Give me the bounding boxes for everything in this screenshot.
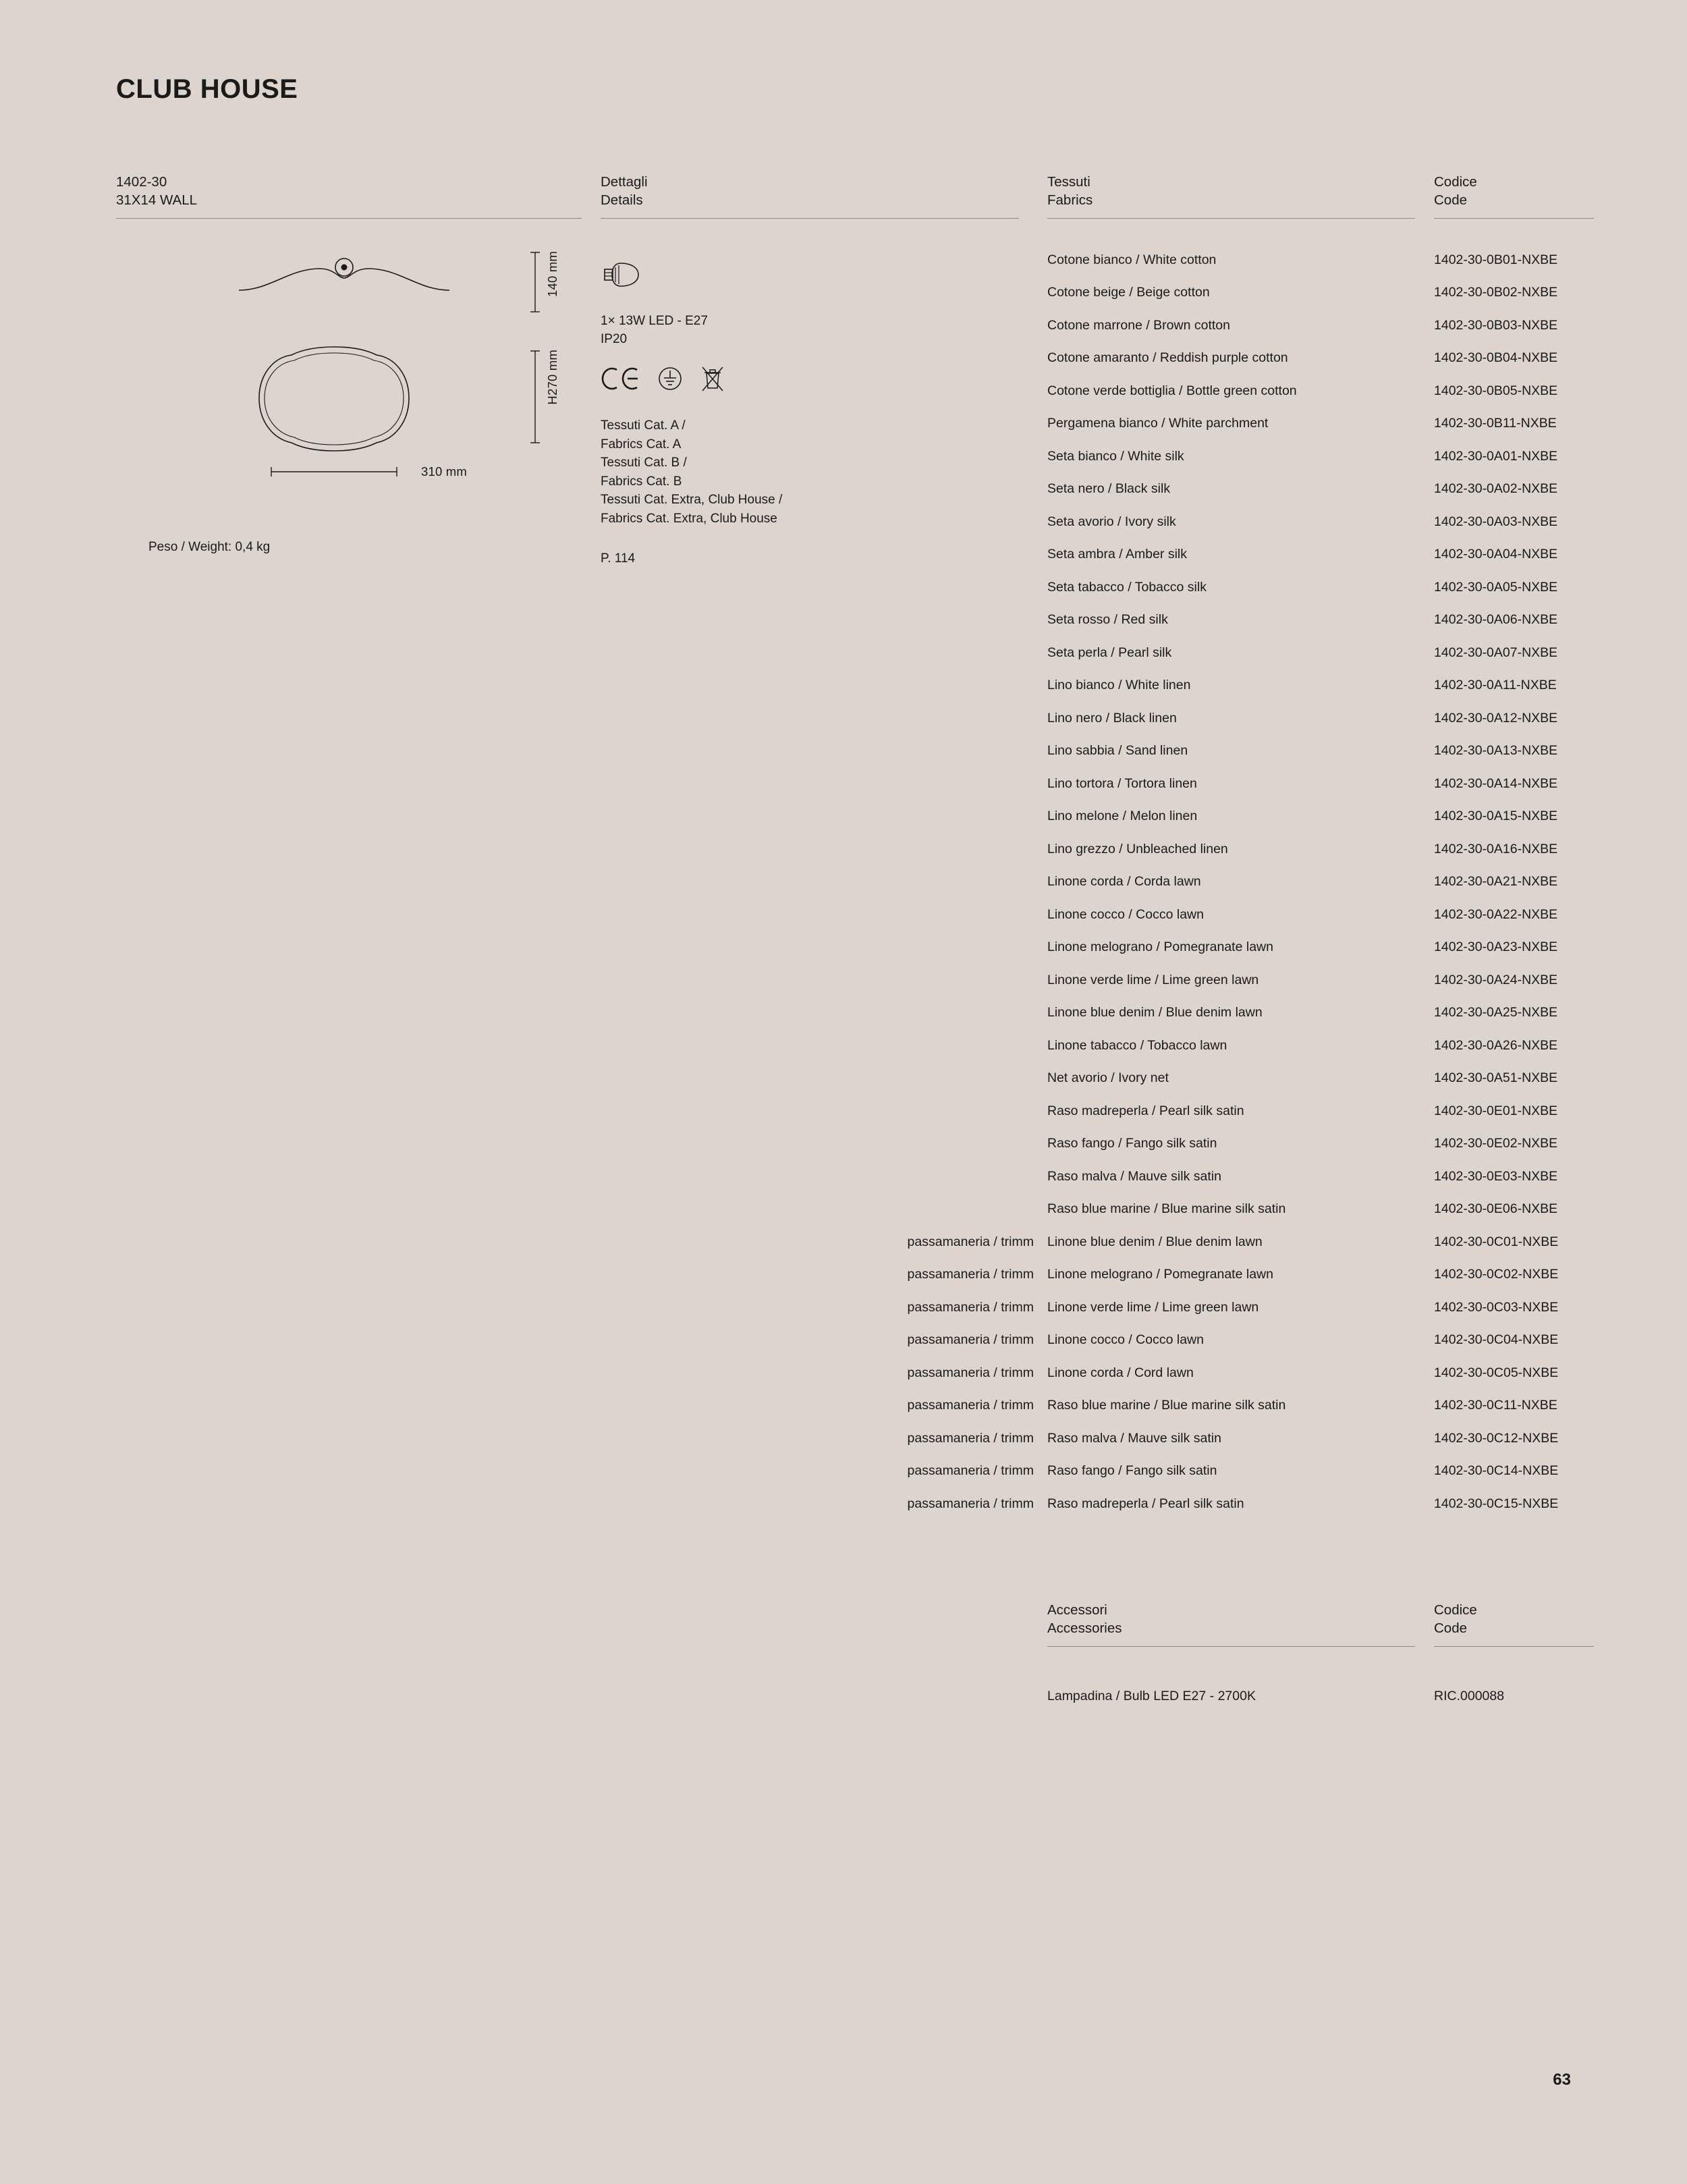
fabric-row (1047, 1103, 1594, 1137)
product-code: 1402-30 (116, 174, 167, 190)
fabric-row (1047, 1169, 1594, 1202)
fabric-code: 1402-30-0C12-NXBE (1434, 1430, 1559, 1446)
fabric-row (1047, 285, 1594, 318)
code-heading-en: Code (1434, 192, 1468, 209)
fabric-name: Linone cocco / Cocco lawn (1047, 1332, 1204, 1348)
fabric-cat-line: Tessuti Cat. Extra, Club House / (601, 493, 783, 508)
technical-drawing (116, 242, 582, 566)
fabrics-code-heading (1434, 173, 1594, 218)
fabric-code: 1402-30-0C14-NXBE (1434, 1463, 1559, 1479)
fabric-name: Pergamena bianco / White parchment (1047, 416, 1269, 431)
product-identity-head (116, 173, 582, 218)
fabric-row (1047, 1038, 1594, 1071)
fabric-row (907, 1332, 1594, 1365)
details-heading-it: Dettagli (601, 174, 648, 190)
fabric-name: Lino bianco / White linen (1047, 678, 1191, 693)
fabric-trimm-label: passamaneria / trimm (907, 1332, 1034, 1348)
fabric-row (907, 1398, 1594, 1431)
fabric-name: Linone melograno / Pomegranate lawn (1047, 939, 1273, 955)
fabric-row (1047, 481, 1594, 514)
fabric-code: 1402-30-0A07-NXBE (1434, 645, 1558, 660)
fabric-row (1047, 711, 1594, 744)
dimension-label-height-large: H270 mm (545, 349, 559, 405)
fabrics-heading-it: Tessuti (1047, 174, 1090, 190)
fabric-row (1047, 842, 1594, 875)
accessories-heading-en: Accessories (1047, 1620, 1122, 1637)
fabric-row (1047, 318, 1594, 351)
fabric-code: 1402-30-0E02-NXBE (1434, 1136, 1558, 1151)
fabric-row (1047, 973, 1594, 1006)
fabric-name: Lino sabbia / Sand linen (1047, 743, 1188, 759)
fabric-name: Linone blue denim / Blue denim lawn (1047, 1234, 1263, 1249)
fabric-name: Cotone marrone / Brown cotton (1047, 317, 1230, 333)
fabric-name: Raso blue marine / Blue marine silk satin (1047, 1398, 1286, 1413)
dimension-bar-width (270, 466, 398, 478)
fabric-row (1047, 449, 1594, 482)
fabrics-table (907, 173, 1594, 1529)
fabric-row (907, 1496, 1594, 1529)
fabric-code: 1402-30-0A25-NXBE (1434, 1005, 1558, 1020)
lamp-spec: 1× 13W LED - E27 (601, 313, 708, 328)
fabric-row (1047, 776, 1594, 809)
fabric-row (1047, 1005, 1594, 1038)
fabric-row (1047, 907, 1594, 940)
fabric-code: 1402-30-0B11-NXBE (1434, 416, 1557, 431)
fabric-cat-line: Fabrics Cat. A (601, 437, 682, 452)
product-model: 31X14 WALL (116, 192, 198, 209)
bulb-icon (601, 259, 652, 290)
fabric-code: 1402-30-0C02-NXBE (1434, 1267, 1559, 1282)
accessory-name: Lampadina / Bulb LED E27 - 2700K (1047, 1688, 1256, 1703)
fabric-code: 1402-30-0B03-NXBE (1434, 317, 1558, 333)
fabric-code: 1402-30-0A05-NXBE (1434, 579, 1558, 595)
fabric-code: 1402-30-0A51-NXBE (1434, 1070, 1558, 1086)
dimension-bar-small (529, 251, 541, 313)
fabric-name: Cotone beige / Beige cotton (1047, 285, 1210, 300)
fabric-code: 1402-30-0A21-NXBE (1434, 874, 1558, 890)
fabric-name: Net avorio / Ivory net (1047, 1070, 1169, 1086)
certification-icons (601, 365, 1019, 392)
details-heading (601, 173, 1019, 218)
fabric-row (1047, 383, 1594, 416)
accessories-table (1047, 1601, 1594, 1704)
divider (601, 218, 1019, 219)
fabric-name: Linone verde lime / Lime green lawn (1047, 1299, 1259, 1315)
fabric-trimm-label: passamaneria / trimm (907, 1365, 1034, 1380)
fabric-name: Cotone amaranto / Reddish purple cotton (1047, 350, 1288, 366)
fabric-row (1047, 939, 1594, 973)
fabric-row (1047, 1070, 1594, 1103)
fabric-row (907, 1463, 1594, 1496)
fabric-row (1047, 514, 1594, 547)
fabric-name: Lino nero / Black linen (1047, 710, 1177, 726)
side-view-drawing (236, 248, 452, 323)
fabric-row (1047, 252, 1594, 285)
fabric-row (1047, 1136, 1594, 1169)
fabric-row (1047, 809, 1594, 842)
weee-icon (700, 365, 725, 392)
fabric-row (907, 1365, 1594, 1398)
fabric-trimm-label: passamaneria / trimm (907, 1299, 1034, 1315)
ip-rating: IP20 (601, 332, 628, 347)
fabric-code: 1402-30-0B04-NXBE (1434, 350, 1558, 366)
fabric-name: Raso malva / Mauve silk satin (1047, 1430, 1221, 1446)
fabric-name: Linone corda / Corda lawn (1047, 874, 1201, 890)
code-heading-en: Code (1434, 1620, 1468, 1637)
fabric-code: 1402-30-0C03-NXBE (1434, 1299, 1559, 1315)
code-heading-it: Codice (1434, 174, 1477, 190)
fabric-trimm-label: passamaneria / trimm (907, 1496, 1034, 1511)
fabrics-heading-en: Fabrics (1047, 192, 1093, 209)
ce-icon (601, 367, 640, 390)
fabric-name: Seta bianco / White silk (1047, 448, 1184, 464)
fabric-name: Cotone verde bottiglia / Bottle green cotton (1047, 383, 1297, 398)
fabrics-heading (1047, 173, 1415, 218)
fabric-code: 1402-30-0E06-NXBE (1434, 1201, 1558, 1217)
fabric-name: Seta tabacco / Tobacco silk (1047, 579, 1207, 595)
fabric-code: 1402-30-0A14-NXBE (1434, 775, 1558, 791)
fabric-name: Raso fango / Fango silk satin (1047, 1463, 1217, 1479)
fabric-code: 1402-30-0C04-NXBE (1434, 1332, 1559, 1348)
accessory-code: RIC.000088 (1434, 1688, 1505, 1703)
fabric-row (1047, 678, 1594, 711)
fabric-code: 1402-30-0A11-NXBE (1434, 678, 1557, 693)
details-heading-en: Details (601, 192, 643, 209)
accessories-code-heading (1434, 1601, 1594, 1646)
fabric-row (1047, 350, 1594, 383)
divider (1434, 218, 1594, 219)
fabric-code: 1402-30-0A02-NXBE (1434, 481, 1558, 497)
fabric-row (907, 1267, 1594, 1300)
fabric-code: 1402-30-0A03-NXBE (1434, 514, 1558, 529)
dimension-bar-large (529, 350, 541, 444)
fabric-code: 1402-30-0A12-NXBE (1434, 710, 1558, 726)
fabric-name: Raso malva / Mauve silk satin (1047, 1168, 1221, 1184)
fabric-name: Linone tabacco / Tobacco lawn (1047, 1037, 1227, 1053)
fabric-name: Lino grezzo / Unbleached linen (1047, 841, 1228, 856)
page-title: CLUB HOUSE (116, 74, 298, 104)
fabric-code: 1402-30-0C01-NXBE (1434, 1234, 1559, 1249)
fabric-code: 1402-30-0A04-NXBE (1434, 547, 1558, 562)
fabric-name: Seta nero / Black silk (1047, 481, 1171, 497)
fabric-name: Linone cocco / Cocco lawn (1047, 906, 1204, 922)
fabric-code: 1402-30-0A13-NXBE (1434, 743, 1558, 759)
fabric-row (1047, 645, 1594, 678)
fabric-row (1047, 874, 1594, 907)
fabric-name: Lino melone / Melon linen (1047, 809, 1198, 824)
code-heading-it: Codice (1434, 1602, 1477, 1618)
fabric-name: Seta perla / Pearl silk (1047, 645, 1172, 660)
fabric-name: Seta avorio / Ivory silk (1047, 514, 1176, 529)
fabric-code: 1402-30-0E01-NXBE (1434, 1103, 1558, 1118)
accessories-rows (1047, 1689, 1594, 1704)
fabric-code: 1402-30-0B02-NXBE (1434, 285, 1558, 300)
fabric-trimm-label: passamaneria / trimm (907, 1463, 1034, 1479)
page-reference: P. 114 (601, 551, 636, 566)
fabric-name: Linone blue denim / Blue denim lawn (1047, 1005, 1263, 1020)
fabric-code: 1402-30-0C15-NXBE (1434, 1496, 1559, 1511)
accessory-row (1047, 1689, 1594, 1704)
accessories-heading (1047, 1601, 1415, 1646)
fabric-name: Linone corda / Cord lawn (1047, 1365, 1194, 1380)
fabric-name: Raso blue marine / Blue marine silk satin (1047, 1201, 1286, 1217)
fabric-code: 1402-30-0A01-NXBE (1434, 448, 1558, 464)
fabric-row (907, 1234, 1594, 1267)
fabric-code: 1402-30-0A23-NXBE (1434, 939, 1558, 955)
dimension-label-width: 310 mm (421, 464, 468, 479)
dimension-label-height-small: 140 mm (545, 250, 559, 297)
fabric-cat-line: Tessuti Cat. A / (601, 418, 686, 433)
fabric-code: 1402-30-0A24-NXBE (1434, 972, 1558, 987)
fabric-code: 1402-30-0A26-NXBE (1434, 1037, 1558, 1053)
divider (116, 218, 582, 219)
fabric-code: 1402-30-0A22-NXBE (1434, 906, 1558, 922)
fabric-name: Seta rosso / Red silk (1047, 612, 1168, 628)
fabric-code: 1402-30-0B01-NXBE (1434, 252, 1558, 267)
fabric-name: Raso madreperla / Pearl silk satin (1047, 1103, 1244, 1118)
fabric-cat-line: Tessuti Cat. B / (601, 456, 687, 470)
fabric-row (1047, 612, 1594, 645)
fabric-row (1047, 743, 1594, 776)
divider (1434, 1646, 1594, 1647)
fabric-code: 1402-30-0A06-NXBE (1434, 612, 1558, 628)
fabric-row (1047, 1201, 1594, 1234)
fabric-row (1047, 416, 1594, 449)
fabric-code: 1402-30-0C05-NXBE (1434, 1365, 1559, 1380)
fabric-code: 1402-30-0E03-NXBE (1434, 1168, 1558, 1184)
fabric-row (1047, 580, 1594, 613)
fabric-row (907, 1299, 1594, 1333)
page-number: 63 (1553, 2071, 1571, 2089)
fabric-code: 1402-30-0A16-NXBE (1434, 841, 1558, 856)
fabric-name: Raso madreperla / Pearl silk satin (1047, 1496, 1244, 1511)
fabric-code: 1402-30-0B05-NXBE (1434, 383, 1558, 398)
fabric-row (907, 1430, 1594, 1464)
divider (1047, 1646, 1415, 1647)
fabric-cat-line: Fabrics Cat. B (601, 474, 682, 489)
fabrics-rows (907, 252, 1594, 1529)
product-identity-column (116, 173, 582, 566)
divider (1047, 218, 1415, 219)
product-weight: Peso / Weight: 0,4 kg (148, 540, 271, 554)
fabric-categories (601, 416, 1019, 528)
details-column (601, 173, 1019, 568)
fabric-name: Raso fango / Fango silk satin (1047, 1136, 1217, 1151)
fabric-name: Linone verde lime / Lime green lawn (1047, 972, 1259, 987)
accessories-heading-it: Accessori (1047, 1602, 1107, 1618)
fabric-trimm-label: passamaneria / trimm (907, 1267, 1034, 1282)
details-body (601, 259, 1019, 568)
fabric-cat-line: Fabrics Cat. Extra, Club House (601, 511, 777, 526)
fabric-trimm-label: passamaneria / trimm (907, 1398, 1034, 1413)
fabric-code: 1402-30-0A15-NXBE (1434, 809, 1558, 824)
fabric-name: Seta ambra / Amber silk (1047, 547, 1187, 562)
fabric-name: Lino tortora / Tortora linen (1047, 775, 1197, 791)
front-view-drawing (250, 342, 418, 456)
fabric-trimm-label: passamaneria / trimm (907, 1430, 1034, 1446)
fabric-name: Linone melograno / Pomegranate lawn (1047, 1267, 1273, 1282)
fabric-code: 1402-30-0C11-NXBE (1434, 1398, 1557, 1413)
fabric-row (1047, 547, 1594, 580)
earth-icon (657, 366, 683, 391)
fabric-name: Cotone bianco / White cotton (1047, 252, 1217, 267)
fabric-trimm-label: passamaneria / trimm (907, 1234, 1034, 1249)
